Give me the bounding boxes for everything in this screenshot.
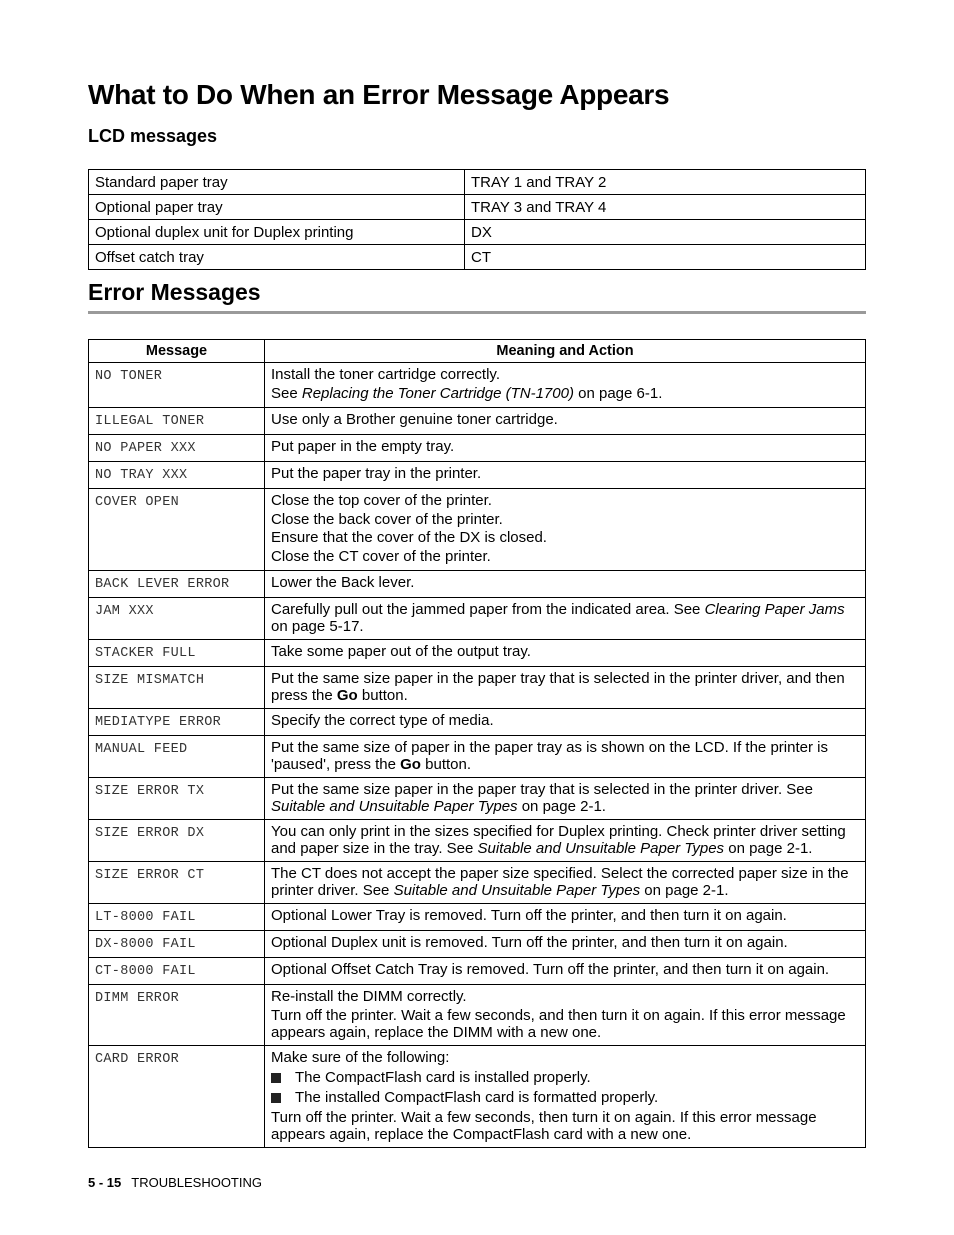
cross-reference-text: Suitable and Unsuitable Paper Types	[477, 840, 725, 857]
meaning-cell	[265, 985, 866, 1046]
meaning-cell	[265, 736, 866, 778]
column-header-message: Message	[89, 340, 265, 363]
meaning-cell: Take some paper out of the output tray.	[265, 640, 866, 667]
square-bullet-icon	[271, 1073, 281, 1083]
meaning-text: button.	[357, 687, 408, 704]
meaning-text: on page 2-1.	[517, 798, 606, 815]
meaning-text: on page 5-17.	[271, 618, 364, 635]
table-row	[89, 489, 866, 571]
meaning-line: Ensure that the cover of the DX is closed.	[271, 529, 547, 546]
table-row	[89, 958, 866, 985]
message-cell: SIZE MISMATCH	[89, 667, 265, 709]
meaning-cell	[265, 489, 866, 571]
bullet-text: The CompactFlash card is installed properly.	[295, 1069, 591, 1086]
cross-reference-text: Clearing Paper Jams	[704, 601, 845, 618]
lcd-table	[88, 169, 866, 270]
meaning-cell: Optional Duplex unit is removed. Turn off the printer, and then turn it on again.	[265, 931, 866, 958]
meaning-text: Put the same size of paper in the paper tray as is shown on the LCD. If the printer is 'paused', press the	[271, 739, 828, 773]
table-row	[89, 862, 866, 904]
meaning-text: button.	[420, 756, 472, 773]
message-cell: MEDIATYPE ERROR	[89, 709, 265, 736]
meaning-text: Turn off the printer. Wait a few seconds, and then turn it on again. If this error message appears again, replace the DIMM with a new one.	[271, 1006, 846, 1041]
meaning-cell: Put paper in the empty tray.	[265, 435, 866, 462]
page-number: 5 - 15	[88, 1175, 122, 1190]
lcd-value-cell: TRAY 3 and TRAY 4	[465, 195, 866, 220]
square-bullet-icon	[271, 1093, 281, 1103]
meaning-text: See	[271, 384, 302, 402]
bullet-text: The installed CompactFlash card is formatted properly.	[295, 1089, 659, 1106]
lcd-value-cell: DX	[465, 220, 866, 245]
meaning-line: Re-install the DIMM correctly.	[271, 988, 467, 1005]
meaning-line: Make sure of the following:	[271, 1048, 450, 1066]
meaning-line: Install the toner cartridge correctly.	[271, 366, 500, 383]
table-row	[89, 820, 866, 862]
table-row	[89, 985, 866, 1046]
meaning-text: You can only print in the sizes specified for Duplex printing. Check printer driver setting and paper size in the tray. See	[271, 823, 846, 857]
message-cell: BACK LEVER ERROR	[89, 571, 265, 598]
message-cell: NO TONER	[89, 363, 265, 408]
cross-reference-text: Replacing the Toner Cartridge (TN-1700)	[301, 384, 574, 402]
lcd-name-cell: Optional paper tray	[89, 195, 465, 220]
lcd-name-cell: Offset catch tray	[89, 245, 465, 270]
error-table	[88, 339, 866, 1148]
table-row	[89, 170, 866, 195]
table-row	[89, 931, 866, 958]
table-row	[89, 667, 866, 709]
meaning-cell	[265, 820, 866, 862]
message-cell: SIZE ERROR CT	[89, 862, 265, 904]
meaning-line: Close the top cover of the printer.	[271, 492, 492, 509]
message-cell: LT-8000 FAIL	[89, 904, 265, 931]
table-row	[89, 462, 866, 489]
meaning-text: Turn off the printer. Wait a few seconds, then turn it on again. If this error message appears again, replace the CompactFlash card with a new one.	[271, 1109, 817, 1143]
table-row	[89, 571, 866, 598]
page-footer	[88, 1175, 262, 1190]
meaning-text: The CT does not accept the paper size specified. Select the corrected paper size in the printer driver. See	[271, 865, 849, 899]
table-row	[89, 598, 866, 640]
meaning-cell: Put the paper tray in the printer.	[265, 462, 866, 489]
table-row	[89, 1045, 866, 1148]
meaning-cell: Optional Offset Catch Tray is removed. Turn off the printer, and then turn it on again.	[265, 958, 866, 985]
meaning-text: on page 2-1.	[724, 840, 813, 857]
meaning-cell	[265, 598, 866, 640]
meaning-line: Close the CT cover of the printer.	[271, 547, 491, 565]
table-row	[89, 408, 866, 435]
meaning-text: Put the same size paper in the paper tray that is selected in the printer driver. See	[271, 781, 813, 798]
heading-rule	[88, 311, 866, 314]
table-row	[89, 736, 866, 778]
meaning-cell	[265, 1045, 866, 1148]
meaning-cell: Optional Lower Tray is removed. Turn off the printer, and then turn it on again.	[265, 904, 866, 931]
button-name-text: Go	[336, 687, 358, 704]
meaning-cell	[265, 363, 866, 408]
meaning-cell: Use only a Brother genuine toner cartridge.	[265, 408, 866, 435]
table-row	[89, 195, 866, 220]
message-cell: JAM XXX	[89, 598, 265, 640]
page-title: What to Do When an Error Message Appears	[88, 79, 670, 110]
meaning-line	[271, 385, 859, 404]
message-cell: DIMM ERROR	[89, 985, 265, 1046]
cross-reference-text: Suitable and Unsuitable Paper Types	[393, 882, 641, 899]
meaning-text: on page 6-1.	[573, 384, 663, 402]
message-cell: NO TRAY XXX	[89, 462, 265, 489]
message-cell: STACKER FULL	[89, 640, 265, 667]
lcd-name-cell: Optional duplex unit for Duplex printing	[89, 220, 465, 245]
error-messages-heading: Error Messages	[88, 279, 261, 305]
table-row	[89, 778, 866, 820]
button-name-text: Go	[400, 756, 421, 773]
message-cell: DX-8000 FAIL	[89, 931, 265, 958]
table-row	[89, 640, 866, 667]
meaning-cell	[265, 862, 866, 904]
table-row	[89, 363, 866, 408]
lcd-name-cell: Standard paper tray	[89, 170, 465, 195]
message-cell: NO PAPER XXX	[89, 435, 265, 462]
meaning-cell: Specify the correct type of media.	[265, 709, 866, 736]
meaning-cell	[265, 667, 866, 709]
meaning-cell	[265, 778, 866, 820]
lcd-value-cell: CT	[465, 245, 866, 270]
message-cell: CARD ERROR	[89, 1045, 265, 1148]
bullet-item	[271, 1089, 859, 1106]
meaning-text: Put the same size paper in the paper tray that is selected in the printer driver, and then press the	[271, 670, 845, 704]
message-cell: MANUAL FEED	[89, 736, 265, 778]
table-header-row	[89, 340, 866, 363]
table-row	[89, 245, 866, 270]
meaning-text: Carefully pull out the jammed paper from the indicated area. See	[271, 601, 705, 618]
meaning-line: Close the back cover of the printer.	[271, 510, 503, 528]
cross-reference-text: Suitable and Unsuitable Paper Types	[271, 798, 518, 815]
message-cell: SIZE ERROR DX	[89, 820, 265, 862]
meaning-cell: Lower the Back lever.	[265, 571, 866, 598]
column-header-meaning: Meaning and Action	[265, 340, 866, 363]
lcd-value-cell: TRAY 1 and TRAY 2	[465, 170, 866, 195]
bullet-item	[271, 1069, 859, 1086]
message-cell: ILLEGAL TONER	[89, 408, 265, 435]
table-row	[89, 435, 866, 462]
table-row	[89, 220, 866, 245]
table-row	[89, 709, 866, 736]
message-cell: CT-8000 FAIL	[89, 958, 265, 985]
meaning-text: on page 2-1.	[640, 882, 729, 899]
lcd-messages-heading: LCD messages	[88, 126, 218, 146]
message-cell: SIZE ERROR TX	[89, 778, 265, 820]
section-name: TROUBLESHOOTING	[131, 1175, 262, 1190]
message-cell: COVER OPEN	[89, 489, 265, 571]
table-row	[89, 904, 866, 931]
